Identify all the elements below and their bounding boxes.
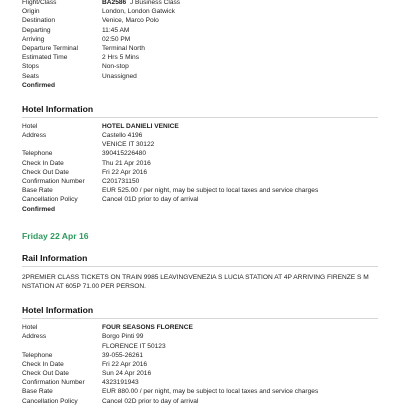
hotel-address-line1: Borgo Pinti 99: [102, 333, 144, 341]
rail-section: [22, 253, 378, 291]
hotel-address-label: Address: [22, 132, 47, 140]
flight-destination-row: [22, 16, 378, 25]
hotel-telephone-label: Telephone: [22, 150, 53, 158]
hotel-address-line2: FLORENCE IT 50123: [102, 342, 166, 350]
hotel-confirmation-row: [22, 177, 378, 186]
hotel-address-line1: Castello 4196: [102, 132, 143, 140]
flight-seats-row: [22, 72, 378, 81]
hotel-telephone-label: Telephone: [22, 351, 53, 359]
flight-stops-label: Stops: [22, 63, 39, 71]
flight-departing-row: [22, 26, 378, 35]
hotel-section-2: [22, 305, 378, 406]
hotel-address-row: [22, 332, 378, 341]
hotel-rate-row: [22, 186, 378, 195]
flight-seats-value: Unassigned: [102, 72, 137, 80]
hotel-telephone-value: 39-055-26261: [102, 351, 144, 359]
flight-terminal-label: Departure Terminal: [22, 44, 78, 52]
flight-details: [22, 0, 378, 90]
hotel-checkout-value: Sun 24 Apr 2016: [102, 370, 152, 378]
hotel-checkin-row: [22, 159, 378, 168]
flight-origin-label: Origin: [22, 8, 40, 16]
flight-arriving-label: Arriving: [22, 35, 45, 43]
hotel-checkin-label: Check In Date: [22, 360, 64, 368]
day-header: [22, 231, 378, 241]
hotel-confirmation-row: [22, 378, 378, 387]
itinerary-page: [22, 0, 378, 406]
hotel-address-label: Address: [22, 333, 47, 341]
flight-class-row: [22, 0, 378, 7]
flight-cabin-class: J Business Class: [129, 0, 181, 6]
flight-status: Confirmed: [22, 81, 55, 89]
hotel-checkin-value: Thu 21 Apr 2016: [102, 159, 151, 167]
flight-arriving-row: [22, 35, 378, 44]
hotel-cancellation-value: Cancel 01D prior to day of arrival: [102, 196, 199, 204]
hotel-telephone-value: 390415226480: [102, 150, 147, 158]
hotel-checkin-value: Fri 22 Apr 2016: [102, 360, 148, 368]
hotel-name: HOTEL DANIELI VENICE: [102, 122, 179, 130]
hotel-checkin-label: Check In Date: [22, 159, 64, 167]
hotel-name: FOUR SEASONS FLORENCE: [102, 324, 193, 332]
flight-origin-row: [22, 7, 378, 16]
hotel-rate-label: Base Rate: [22, 187, 53, 195]
rail-description: 2PREMIER CLASS TICKETS ON TRAIN 9985 LEAVINGVENEZIA S LUCIA STATION AT 4P ARRIVING FIRENZE S M NSTATION AT 605P 71.00 PER PERSON.: [22, 273, 369, 290]
hotel-confirmation-value: C201731150: [102, 178, 140, 185]
hotel-confirmation-label: Confirmation Number: [22, 178, 85, 185]
flight-departing-label: Departing: [22, 26, 51, 34]
hotel-address-line2: VENICE IT 30122: [102, 141, 155, 149]
hotel-checkout-label: Check Out Date: [22, 168, 69, 176]
flight-seats-label: Seats: [22, 72, 39, 80]
hotel-cancellation-label: Cancellation Policy: [22, 397, 78, 405]
flight-duration-label: Estimated Time: [22, 54, 68, 62]
hotel-address-row-2: [22, 140, 378, 149]
flight-stops-value: Non-stop: [102, 63, 129, 71]
flight-arriving-value: 02:50 PM: [102, 35, 131, 43]
flight-destination-label: Destination: [22, 17, 55, 25]
hotel-telephone-row: [22, 149, 378, 158]
hotel-status: Confirmed: [22, 205, 55, 213]
hotel-label: Hotel: [22, 324, 38, 332]
hotel-rate-value: EUR 880.00 / per night, may be subject to local taxes and service charges: [102, 388, 319, 396]
flight-origin-value: London, London Gatwick: [102, 8, 175, 16]
hotel-section-1: [22, 104, 378, 214]
rail-section-title: Rail Information: [22, 253, 378, 267]
flight-terminal-value: Terminal North: [102, 44, 145, 52]
hotel-name-row: [22, 122, 378, 131]
hotel-rate-label: Base Rate: [22, 388, 53, 396]
hotel-confirmation-label: Confirmation Number: [22, 379, 85, 387]
hotel-address-row: [22, 131, 378, 140]
flight-class-value: [102, 0, 180, 7]
hotel-label: Hotel: [22, 122, 38, 130]
hotel-rate-row: [22, 387, 378, 396]
hotel-cancellation-row: [22, 195, 378, 204]
hotel-section-title: Hotel Information: [22, 305, 378, 319]
hotel-address-row-2: [22, 342, 378, 351]
flight-duration-row: [22, 53, 378, 62]
flight-duration-value: 2 Hrs 5 Mins: [102, 54, 140, 62]
hotel-cancellation-label: Cancellation Policy: [22, 196, 78, 204]
hotel-cancellation-row: [22, 397, 378, 406]
flight-class-label: Flight/Class: [22, 0, 57, 6]
hotel-checkin-row: [22, 360, 378, 369]
day-title: Friday 22 Apr 16: [22, 230, 89, 241]
hotel-checkout-row: [22, 369, 378, 378]
hotel-cancellation-value: Cancel 02D prior to day of arrival: [102, 397, 199, 405]
hotel-checkout-label: Check Out Date: [22, 370, 69, 378]
flight-departing-value: 11:45 AM: [102, 26, 130, 34]
flight-destination-value: Venice, Marco Polo: [102, 17, 159, 25]
hotel-confirmation-value: 4323191943: [102, 379, 139, 387]
hotel-rate-value: EUR 525.00 / per night, may be subject to local taxes and service charges: [102, 187, 319, 195]
flight-terminal-row: [22, 44, 378, 53]
hotel-checkout-value: Fri 22 Apr 2016: [102, 168, 148, 176]
flight-stops-row: [22, 62, 378, 71]
flight-number: BA2586: [102, 0, 127, 6]
hotel-name-row: [22, 323, 378, 332]
hotel-section-title: Hotel Information: [22, 104, 378, 118]
hotel-checkout-row: [22, 168, 378, 177]
hotel-telephone-row: [22, 351, 378, 360]
